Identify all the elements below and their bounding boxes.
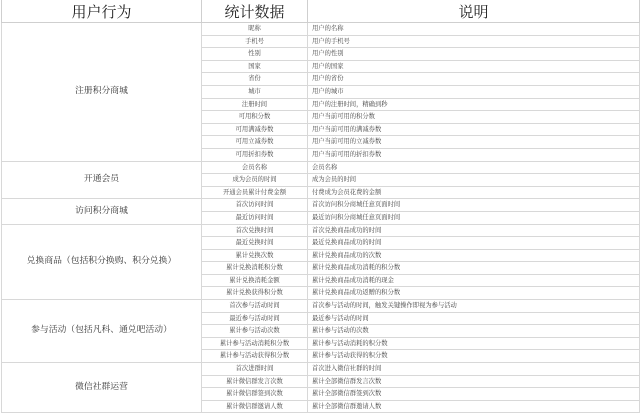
desc-cell: 用户的手机号 bbox=[308, 35, 640, 48]
desc-cell: 用户的名称 bbox=[308, 23, 640, 36]
stat-cell: 会员名称 bbox=[202, 161, 308, 174]
desc-cell: 用户当前可用的立减券数 bbox=[308, 136, 640, 149]
stat-cell: 累计兑换获得积分数 bbox=[202, 287, 308, 300]
desc-cell: 用户当前可用的折扣券数 bbox=[308, 148, 640, 161]
stat-cell: 性别 bbox=[202, 48, 308, 61]
stat-cell: 国家 bbox=[202, 60, 308, 73]
desc-cell: 首次进入微信社群的时间 bbox=[308, 363, 640, 376]
stat-cell: 注册时间 bbox=[202, 98, 308, 111]
desc-cell: 最近访问积分商城任意页面时间 bbox=[308, 211, 640, 224]
stat-cell: 累计微信群发言次数 bbox=[202, 375, 308, 388]
desc-cell: 用户的省份 bbox=[308, 73, 640, 86]
header-stat: 统计数据 bbox=[202, 0, 308, 23]
stat-cell: 可用满减券数 bbox=[202, 123, 308, 136]
header-behavior: 用户行为 bbox=[2, 0, 202, 23]
desc-cell: 最近兑换商品成功的时间 bbox=[308, 237, 640, 250]
desc-cell: 累计参与活动消耗的积分数 bbox=[308, 337, 640, 350]
stat-cell: 累计参与活动获得积分数 bbox=[202, 350, 308, 363]
behavior-category-cell: 微信社群运营 bbox=[2, 363, 202, 413]
desc-cell: 用户的注册时间，精确到秒 bbox=[308, 98, 640, 111]
desc-cell: 累计全部微信群邀请人数 bbox=[308, 400, 640, 413]
stat-cell: 可用折扣券数 bbox=[202, 148, 308, 161]
table-body bbox=[2, 23, 640, 413]
behavior-category-cell: 访问积分商城 bbox=[2, 199, 202, 224]
desc-cell: 首次参与活动的时间，触发关键操作即视为参与活动 bbox=[308, 300, 640, 313]
header-desc: 说明 bbox=[308, 0, 640, 23]
stat-cell: 可用立减券数 bbox=[202, 136, 308, 149]
stat-cell: 累计兑换消耗积分数 bbox=[202, 262, 308, 275]
stat-cell: 累计兑换次数 bbox=[202, 249, 308, 262]
stat-cell: 累计兑换消耗金额 bbox=[202, 274, 308, 287]
desc-cell: 首次访问积分商城任意页面时间 bbox=[308, 199, 640, 212]
stat-cell: 成为会员的时间 bbox=[202, 174, 308, 187]
desc-cell: 首次兑换商品成功的时间 bbox=[308, 224, 640, 237]
stat-cell: 累计参与活动消耗积分数 bbox=[202, 337, 308, 350]
stat-cell: 首次兑换时间 bbox=[202, 224, 308, 237]
desc-cell: 付费成为会员花费的金额 bbox=[308, 186, 640, 199]
table-row bbox=[2, 300, 640, 313]
stat-cell: 累计参与活动次数 bbox=[202, 325, 308, 338]
stat-cell: 手机号 bbox=[202, 35, 308, 48]
desc-cell: 累计全部微信群发言次数 bbox=[308, 375, 640, 388]
desc-cell: 累计参与活动的次数 bbox=[308, 325, 640, 338]
desc-cell: 累计兑换商品成功的次数 bbox=[308, 249, 640, 262]
stat-cell: 昵称 bbox=[202, 23, 308, 36]
desc-cell: 累计全部微信群签到次数 bbox=[308, 388, 640, 401]
desc-cell: 成为会员的时间 bbox=[308, 174, 640, 187]
desc-cell: 用户当前可用的满减券数 bbox=[308, 123, 640, 136]
stat-cell: 城市 bbox=[202, 85, 308, 98]
table-row bbox=[2, 23, 640, 36]
desc-cell: 用户当前可用的积分数 bbox=[308, 111, 640, 124]
stat-cell: 省份 bbox=[202, 73, 308, 86]
table-row bbox=[2, 199, 640, 212]
desc-cell: 用户的国家 bbox=[308, 60, 640, 73]
desc-cell: 累计兑换商品成功消耗的现金 bbox=[308, 274, 640, 287]
desc-cell: 会员名称 bbox=[308, 161, 640, 174]
behavior-category-cell: 开通会员 bbox=[2, 161, 202, 199]
stat-cell: 首次进群时间 bbox=[202, 363, 308, 376]
desc-cell: 累计兑换商品成功返赠的积分数 bbox=[308, 287, 640, 300]
behavior-category-cell: 参与活动（包括凡科、通兑吧活动） bbox=[2, 300, 202, 363]
table-row bbox=[2, 224, 640, 237]
behavior-stats-table bbox=[1, 0, 640, 413]
header-row bbox=[2, 0, 640, 23]
stat-cell: 累计微信群签到次数 bbox=[202, 388, 308, 401]
stat-cell: 开通会员累计付费金额 bbox=[202, 186, 308, 199]
stat-cell: 最近访问时间 bbox=[202, 211, 308, 224]
desc-cell: 最近参与活动的时间 bbox=[308, 312, 640, 325]
desc-cell: 累计参与活动获得的积分数 bbox=[308, 350, 640, 363]
stat-cell: 最近参与活动时间 bbox=[202, 312, 308, 325]
desc-cell: 用户的城市 bbox=[308, 85, 640, 98]
behavior-category-cell: 兑换商品（包括积分换购、积分兑换） bbox=[2, 224, 202, 300]
stat-cell: 累计微信群邀请人数 bbox=[202, 400, 308, 413]
stat-cell: 最近兑换时间 bbox=[202, 237, 308, 250]
desc-cell: 用户的性别 bbox=[308, 48, 640, 61]
stat-cell: 可用积分数 bbox=[202, 111, 308, 124]
stat-cell: 首次访问时间 bbox=[202, 199, 308, 212]
desc-cell: 累计兑换商品成功消耗的积分数 bbox=[308, 262, 640, 275]
stat-cell: 首次参与活动时间 bbox=[202, 300, 308, 313]
table-row bbox=[2, 161, 640, 174]
behavior-category-cell: 注册积分商城 bbox=[2, 23, 202, 162]
table-row bbox=[2, 363, 640, 376]
